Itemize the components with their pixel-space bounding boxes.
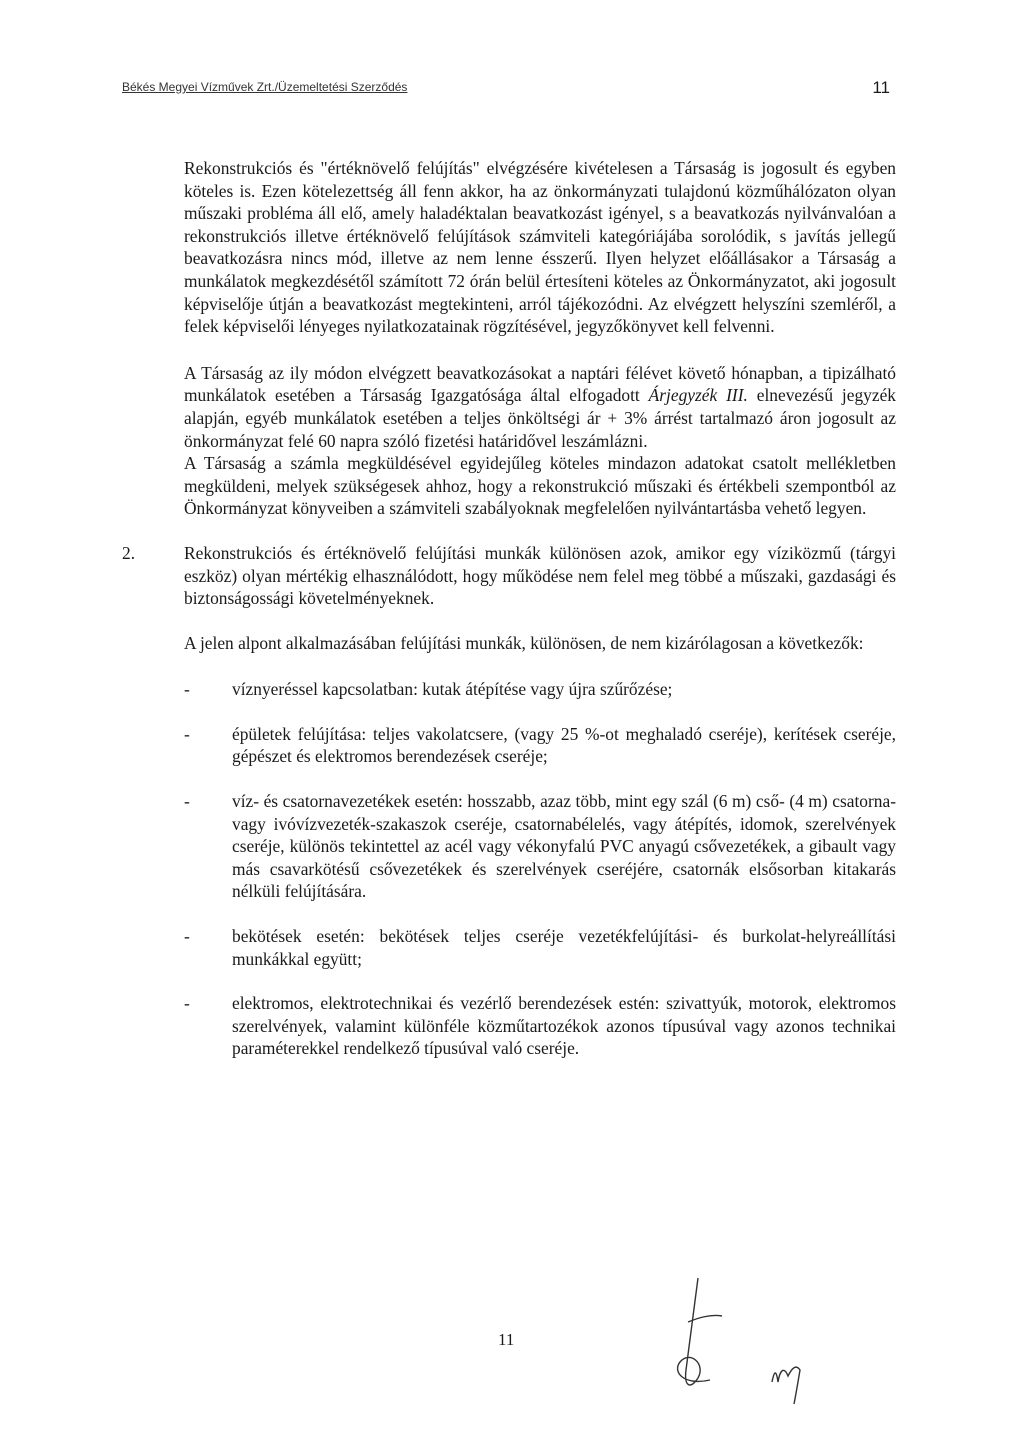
list-item-text: bekötések esetén: bekötések teljes cseréje vezetékfelújítási- és burkolat-helyreállítási munkákkal együtt; bbox=[232, 926, 896, 969]
footer-page-number: 11 bbox=[498, 1330, 515, 1349]
list-item bbox=[184, 992, 896, 1060]
list-item bbox=[184, 790, 896, 903]
page-header bbox=[122, 78, 892, 102]
paragraph-reconstruction-rights: Rekonstrukciós és "értéknövelő felújítás" elvégzésére kivételesen a Társaság is jogosult és egyben köteles is. Ezen kötelezettség áll fenn akkor, ha az önkormányzati tulajdonú közműhálózaton olyan műszaki probléma áll elő, amely haladéktalan beavatkozást igényel, s a beavatkozás nyilvánvalóan a rekonstrukciós illetve értéknövelő felújítások számviteli kategóriájába sorolódik, s javítás jellegű beavatkozásra nincs mód, illetve az nem lenne ésszerű. Ilyen helyzet előállásakor a Társaság a munkálatok megkezdésétől számított 72 órán belül értesíteni köteles az Önkormányzatot, aki jogosult képviselője útján a beavatkozást megtekinteni, arról tájékozódni. Az elvégzett helyszíni szemléről, a felek képviselői lényeges nyilatkozatainak rögzítésével, jegyzőkönyvet kell felvenni. bbox=[184, 158, 896, 337]
paragraph-renovation-works: A jelen alpont alkalmazásában felújítási munkák, különösen, de nem kizárólagosan a következők: bbox=[184, 632, 864, 653]
list-item bbox=[184, 678, 896, 701]
dash-marker: - bbox=[184, 993, 190, 1014]
list-item bbox=[184, 723, 896, 768]
paragraph-billing bbox=[184, 362, 896, 452]
list-item-text: épületek felújítása: teljes vakolatcsere, (vagy 25 %-ot meghaladó cseréje), kerítések cseréje, gépészet és elektromos berendezések cseréje; bbox=[232, 723, 896, 767]
paragraph-billing-part1: A Társaság az ily módon elvégzett beavatkozásokat a naptári félévet követő hónapban, a tipizálható munkálatok esetében a Társaság Igazgatósága által elfogadott bbox=[184, 362, 896, 406]
header-title: Békés Megyei Vízművek Zrt./Üzemeltetési Szerződés bbox=[122, 80, 408, 94]
paragraph-billing-part2: elnevezésű jegyzék alapján, egyéb munkálatok esetében a teljes önköltségi ár + 3% árrést tartalmazó áron jogosult az önkormányzat felé 60 napra szóló fizetési határidővel leszámlázni. bbox=[184, 385, 896, 451]
list-item bbox=[184, 925, 896, 970]
dash-marker: - bbox=[184, 723, 190, 744]
renovation-list bbox=[184, 678, 896, 1060]
item-2-text: Rekonstrukciós és értéknövelő felújítási munkák különösen azok, amikor egy víziközmű (tárgyi eszköz) olyan mértékig elhasználódott, hogy működése nem felel meg többé a műszaki, gazdasági és biztonságossági követelményeknek. bbox=[184, 542, 896, 609]
header-page-number: 11 bbox=[872, 78, 890, 97]
handwritten-signature bbox=[650, 1270, 830, 1410]
dash-marker: - bbox=[184, 926, 190, 947]
paragraph-attachments: A Társaság a számla megküldésével egyidejűleg köteles mindazon adatokat csatolt mellékletben megküldeni, melyek szükségesek ahhoz, hogy a rekonstrukció műszaki és értékbeli szempontból az Önkormányzat könyveiben a számviteli szabályoknak megfelelően nyilvántartásba vehető legyen. bbox=[184, 453, 896, 519]
dash-marker: - bbox=[184, 679, 190, 700]
dash-marker: - bbox=[184, 791, 190, 812]
numbered-item-2 bbox=[122, 542, 896, 610]
price-list-name: Árjegyzék III. bbox=[648, 385, 748, 406]
list-item-text: víz- és csatornavezetékek esetén: hosszabb, azaz több, mint egy szál (6 m) cső- (4 m) csatorna- vagy ivóvízvezeték-szakaszok cseréje, csatornabélelés, vagy átépítés, idomok, szerelvények cseréje, különös tekintettel az acél vagy vékonyfalú PVC anyagú csővezetékek, a gibault vagy más csavarkötésű csővezetékek és szerelvények cseréjére, csatornák elsősorban kitakarás nélküli felújítására. bbox=[232, 791, 896, 902]
item-number: 2. bbox=[122, 542, 136, 563]
list-item-text: víznyeréssel kapcsolatban: kutak átépítése vagy újra szűrőzése; bbox=[232, 679, 673, 700]
document-body bbox=[122, 157, 896, 1060]
list-item-text: elektromos, elektrotechnikai és vezérlő berendezések estén: szivattyúk, motorok, elektromos szerelvények, valamint különféle közműtartozékok azonos típusúval vagy azonos technikai paraméterekkel rendelkező típusúval való cseréje. bbox=[232, 993, 896, 1059]
